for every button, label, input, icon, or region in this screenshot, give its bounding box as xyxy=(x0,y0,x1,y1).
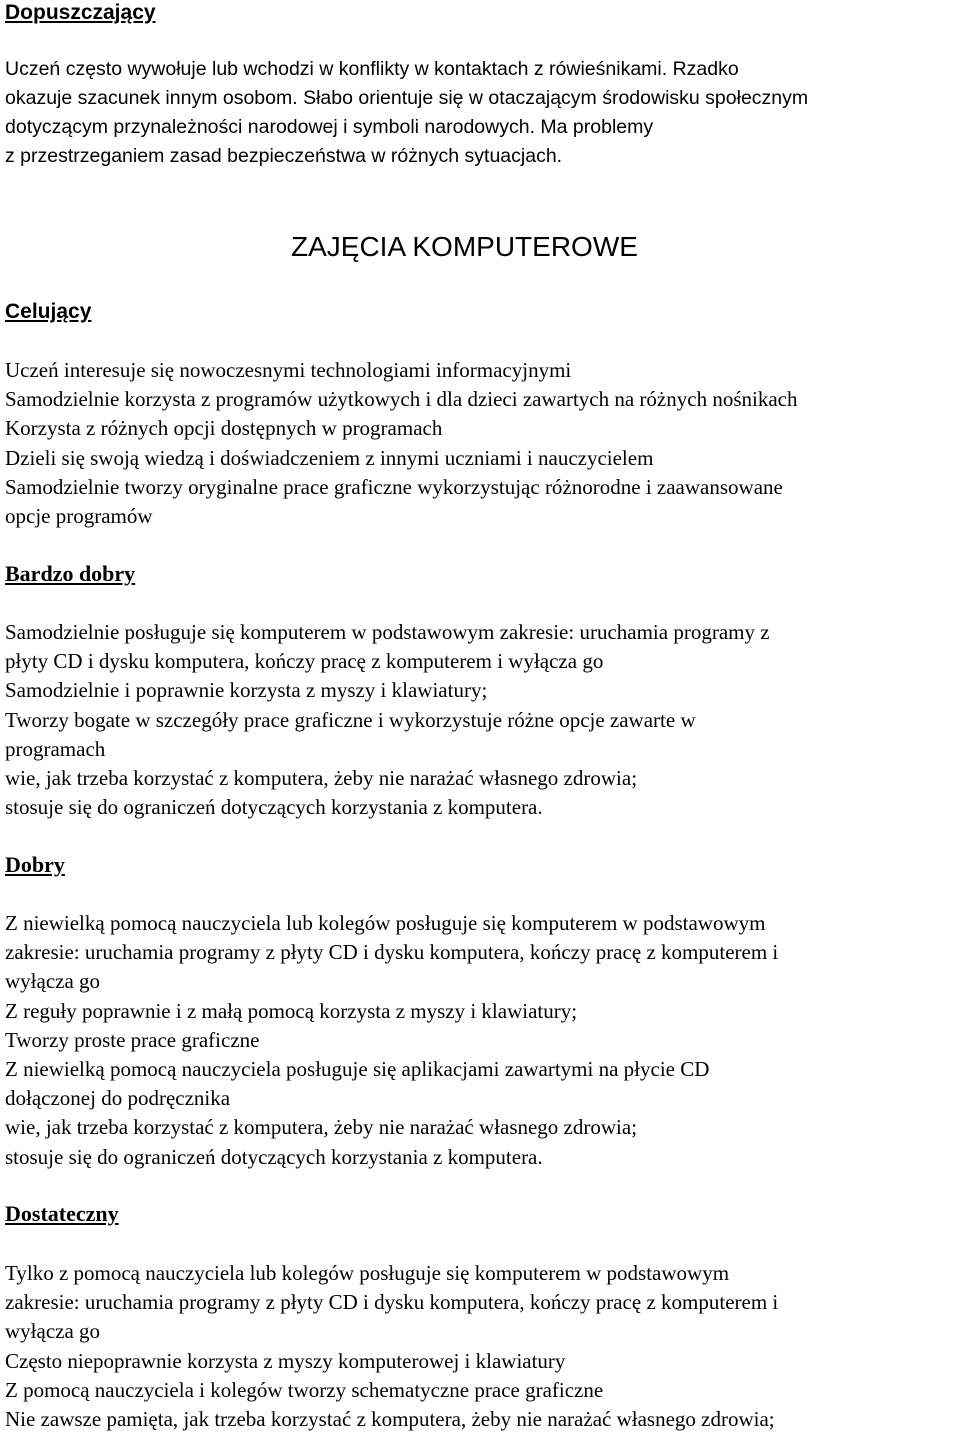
text-line: płyty CD i dysku komputera, kończy pracę z komputerem i wyłącza go xyxy=(5,649,604,674)
text-line: Tworzy bogate w szczegóły prace graficzne i wykorzystuje różne opcje zawarte w xyxy=(5,707,696,732)
grade-paragraph-bardzo-dobry xyxy=(5,618,960,822)
text-line: wyłącza go xyxy=(5,969,101,994)
text-line: Dzieli się swoją wiedzą i doświadczeniem z innymi uczniami i nauczycielem xyxy=(5,445,654,470)
text-line: Z niewielką pomocą nauczyciela lub kolegów posługuje się komputerem w podstawowym xyxy=(5,911,766,935)
text-line: Nie zawsze pamięta, jak trzeba korzystać z komputera, żeby nie narażać własnego zdrowia; xyxy=(5,1406,775,1431)
text-line: Tylko z pomocą nauczyciela lub kolegów posługuje się komputerem w podstawowym xyxy=(5,1261,730,1285)
text-line: Samodzielnie posługuje się komputerem w podstawowym zakresie: uruchamia programy z xyxy=(5,620,770,644)
grade-heading-bardzo-dobry: Bardzo dobry xyxy=(5,561,136,586)
text-line: Uczeń interesuje się nowoczesnymi technologiami informacyjnymi xyxy=(5,358,572,382)
text-line: Uczeń często wywołuje lub wchodzi w konflikty w kontaktach z rówieśnikami. Rzadko xyxy=(5,58,739,80)
text-line: Tworzy proste prace graficzne xyxy=(5,1027,260,1052)
text-line: Samodzielnie tworzy oryginalne prace graficzne wykorzystując różnorodne i zaawansowane xyxy=(5,474,783,499)
text-line: programach xyxy=(5,736,106,761)
text-line: Z pomocą nauczyciela i kolegów tworzy schematyczne prace graficzne xyxy=(5,1377,604,1402)
text-line: dotyczącym przynależności narodowej i symboli narodowych. Ma problemy xyxy=(5,116,654,138)
text-line: Z reguły poprawnie i z małą pomocą korzysta z myszy i klawiatury; xyxy=(5,998,578,1023)
text-line: z przestrzeganiem zasad bezpieczeństwa w różnych sytuacjach. xyxy=(5,145,563,167)
text-line: wie, jak trzeba korzystać z komputera, żeby nie narażać własnego zdrowia; xyxy=(5,765,638,790)
grade-heading-celujacy: Celujący xyxy=(5,300,92,323)
text-line: Często niepoprawnie korzysta z myszy komputerowej i klawiatury xyxy=(5,1348,566,1373)
text-line: zakresie: uruchamia programy z płyty CD i dysku komputera, kończy pracę z komputerem i xyxy=(5,940,779,965)
text-line: Korzysta z różnych opcji dostępnych w programach xyxy=(5,416,443,441)
text-line: wie, jak trzeba korzystać z komputera, żeby nie narażać własnego zdrowia; xyxy=(5,1115,638,1140)
grade-heading-dostateczny: Dostateczny xyxy=(5,1201,119,1226)
grade-paragraph-dostateczny xyxy=(5,1259,960,1434)
text-line: okazuje szacunek innym osobom. Słabo orientuje się w otaczającym środowisku społecznym xyxy=(5,87,809,109)
grade-heading-dobry: Dobry xyxy=(5,852,65,877)
grade-paragraph-celujacy xyxy=(5,356,960,531)
grade-heading-dopuszczajacy: Dopuszczający xyxy=(5,1,156,24)
text-line: wyłącza go xyxy=(5,1319,101,1344)
intro-paragraph xyxy=(5,55,960,171)
text-line: stosuje się do ograniczeń dotyczących korzystania z komputera. xyxy=(5,795,543,820)
text-line: Samodzielnie i poprawnie korzysta z myszy i klawiatury; xyxy=(5,678,488,703)
subject-title: ZAJĘCIA KOMPUTEROWE xyxy=(291,231,638,262)
text-line: zakresie: uruchamia programy z płyty CD i dysku komputera, kończy pracę z komputerem i xyxy=(5,1290,779,1315)
text-line: dołączonej do podręcznika xyxy=(5,1086,231,1111)
grade-paragraph-dobry xyxy=(5,909,960,1172)
text-line: stosuje się do ograniczeń dotyczących korzystania z komputera. xyxy=(5,1144,543,1169)
text-line: opcje programów xyxy=(5,503,153,528)
text-line: Z niewielką pomocą nauczyciela posługuje się aplikacjami zawartymi na płycie CD xyxy=(5,1056,710,1081)
text-line: Samodzielnie korzysta z programów użytkowych i dla dzieci zawartych na różnych nośnikach xyxy=(5,387,798,412)
